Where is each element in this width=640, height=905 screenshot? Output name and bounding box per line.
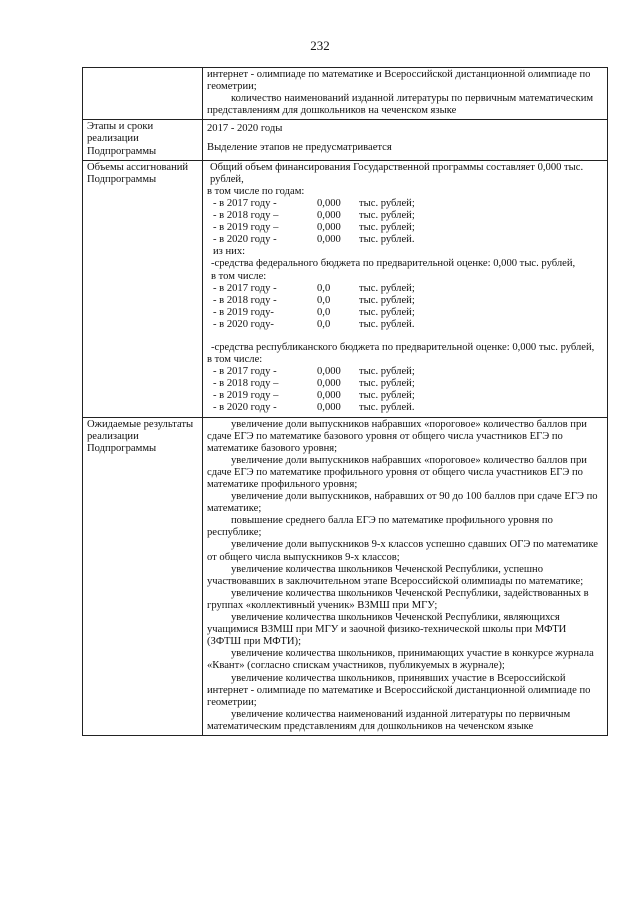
federal-year-row: - в 2018 году - 0,0 тыс. рублей; (213, 294, 415, 306)
federal-year-row: - в 2017 году - 0,0 тыс. рублей; (213, 282, 415, 294)
funding-by-years: в том числе по годам: (207, 185, 305, 197)
republic-year-row: - в 2019 году – 0,000 тыс. рублей; (213, 390, 415, 402)
republic-year-row: - в 2020 году - 0,000 тыс. рублей. (213, 402, 415, 414)
result-item: увеличение доли выпускников, набравших от 90 до 100 баллов при сдаче ЕГЭ по математике; (207, 491, 598, 515)
table-row-continuation (83, 68, 608, 120)
funding-intro: Общий объем финансирования Государственной программы составляет 0,000 тыс. рублей, (210, 161, 584, 185)
stages-cell (203, 120, 608, 160)
result-item: увеличение количества школьников Чеченской Республики, успешно участвовавших в заключительном этапе Всероссийской олимпиады по математике; (207, 563, 584, 587)
empty-label-cell (83, 68, 203, 120)
republic-intro: -средства республиканского бюджета по предварительной оценке: 0,000 тыс. рублей, (211, 341, 595, 353)
result-item: увеличение доли выпускников набравших «пороговое» количество баллов при сдаче ЕГЭ по математике профильного уровня от общего числа участников ЕГЭ по математике профильного уровня; (207, 454, 587, 490)
table-row-funding (83, 160, 608, 417)
continuation-line: интернет - олимпиаде по математике и Всероссийской дистанционной олимпиаде по геометрии; (207, 69, 591, 93)
result-item: увеличение количества наименований изданной литературы по первичным математическим представлениям для дошкольников на чеченском языке (207, 708, 571, 732)
stages-label: Этапы и сроки реализации Подпрограммы (83, 120, 203, 160)
result-item: увеличение доли выпускников 9-х классов успешно сдавших ОГЭ по математике от общего числа выпускников 9-х классов; (207, 539, 598, 563)
federal-intro: -средства федерального бюджета по предварительной оценке: 0,000 тыс. рублей, (211, 258, 576, 270)
funding-year-row: - в 2020 году - 0,000 тыс. рублей. (213, 234, 415, 246)
table-row-stages (83, 120, 608, 160)
result-item: увеличение количества школьников, принимающих участие в конкурсе журнала «Квант» (согласно спискам участников, публикуемых в журнале); (207, 648, 594, 672)
funding-of-which: из них: (213, 246, 246, 258)
results-label: Ожидаемые результаты реализации Подпрограммы (83, 417, 203, 735)
result-item: увеличение количества школьников Чеченской Республики, являющихся учащимися ВЗМШ при МГУ и заочной физико-технической школы при МФТИ (ЗФТШ при МФТИ); (207, 612, 567, 648)
stages-note: Выделение этапов не предусматривается (207, 142, 392, 154)
republic-including: в том числе: (207, 354, 263, 366)
continuation-line: количество наименований изданной литературы по первичным математическим представлениям для дошкольников на чеченском языке (207, 93, 594, 117)
result-item: увеличение количества школьников, принявших участие в Всероссийской интернет - олимпиаде по математике и Всероссийской дистанционной олимпиаде по геометрии; (207, 672, 591, 708)
federal-year-row: - в 2019 году- 0,0 тыс. рублей; (213, 306, 415, 318)
spacer (207, 331, 603, 342)
funding-cell (203, 160, 608, 417)
funding-year-row: - в 2018 году – 0,000 тыс. рублей; (213, 210, 415, 222)
result-item: повышение среднего балла ЕГЭ по математике профильного уровня по республике; (207, 515, 553, 539)
page-number: 232 (310, 38, 330, 53)
continuation-cell (203, 68, 608, 120)
funding-year-row: - в 2019 году – 0,000 тыс. рублей; (213, 222, 415, 234)
results-cell (203, 417, 608, 735)
federal-year-row: - в 2020 году- 0,0 тыс. рублей. (213, 318, 415, 330)
subprogram-passport-table (82, 67, 608, 736)
republic-year-row: - в 2018 году – 0,000 тыс. рублей; (213, 378, 415, 390)
result-item: увеличение количества школьников Чеченской Республики, задействованных в группах «коллективный ученик» ВЗМШ при МГУ; (207, 587, 589, 611)
stages-period: 2017 - 2020 годы (207, 123, 283, 135)
funding-year-row: - в 2017 году - 0,000 тыс. рублей; (213, 197, 415, 209)
funding-label: Объемы ассигнований Подпрограммы (83, 160, 203, 417)
result-item: увеличение доли выпускников набравших «пороговое» количество баллов при сдаче ЕГЭ по математике базового уровня от общего числа участников ЕГЭ по математике базового уровня; (207, 418, 587, 454)
table-row-results (83, 417, 608, 735)
federal-including: в том числе: (211, 270, 267, 282)
republic-year-row: - в 2017 году - 0,000 тыс. рублей; (213, 366, 415, 378)
